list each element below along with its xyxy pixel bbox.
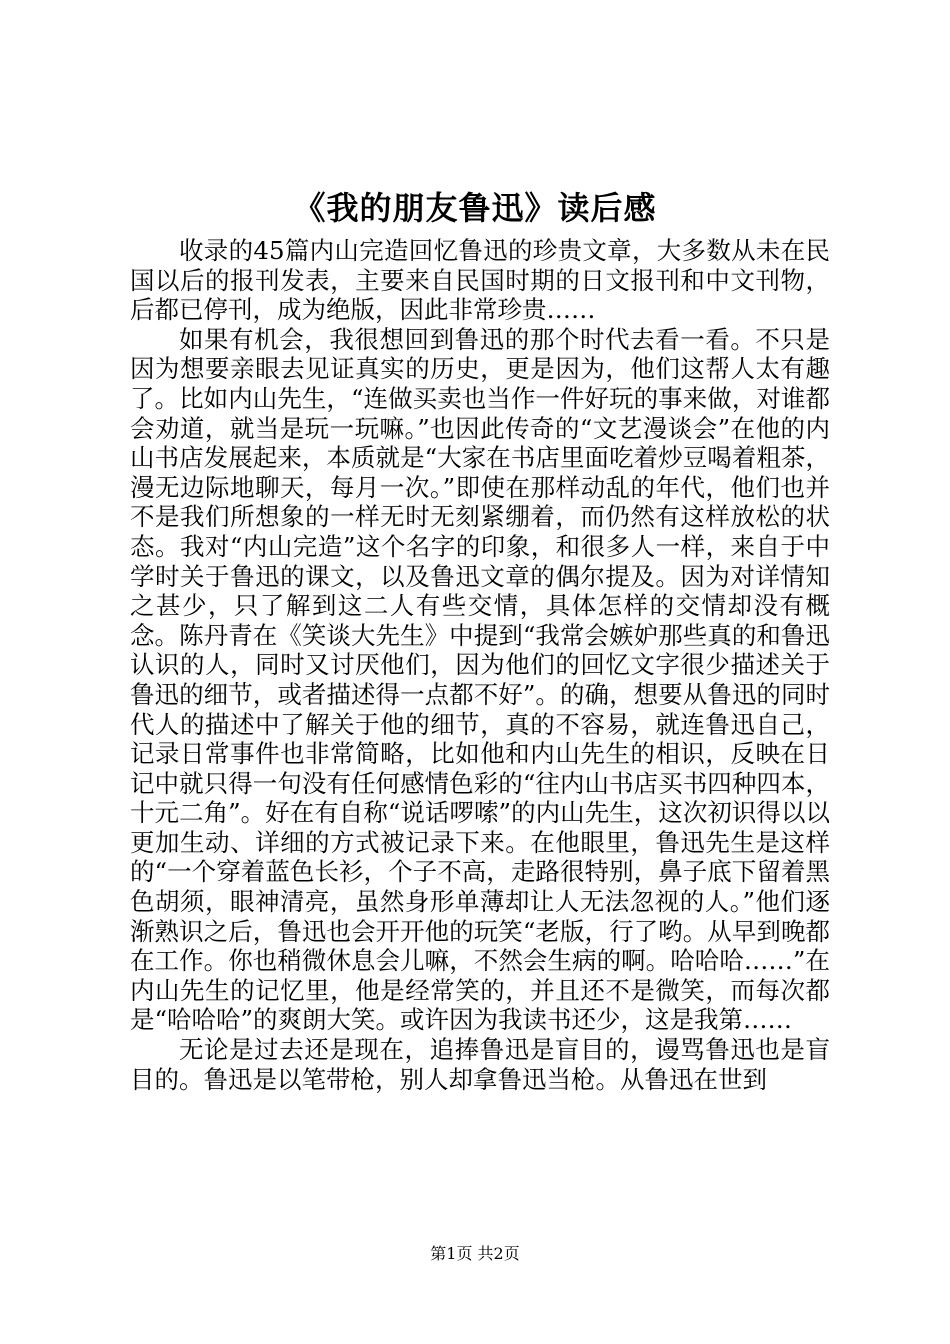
paragraph-3: 无论是过去还是现在，追捧鲁迅是盲目的，谩骂鲁迅也是盲目的。鲁迅是以笔带枪，别人却拿鲁迅当枪。从鲁迅在世到 [130,1035,830,1094]
page-footer: 第1页 共2页 [430,1244,520,1263]
paragraph-1: 收录的45篇内山完造回忆鲁迅的珍贵文章，大多数从未在民国以后的报刊发表，主要来自民国时期的日文报刊和中文刊物，后都已停刊，成为绝版，因此非常珍贵…… [130,236,830,325]
document-title: 《我的朋友鲁迅》读后感 [293,189,657,227]
document-body [130,236,830,1094]
paragraph-2: 如果有机会，我很想回到鲁迅的那个时代去看一看。不只是因为想要亲眼去见证真实的历史，更是因为，他们这帮人太有趣了。比如内山先生，“连做买卖也当作一件好玩的事来做，对谁都会劝道，就当是玩一玩嘛。”也因此传奇的“文艺漫谈会”在他的内山书店发展起来，本质就是“大家在书店里面吃着炒豆喝着粗茶，漫无边际地聊天，每月一次。”即使在那样动乱的年代，他们也并不是我们所想象的一样无时无刻紧绷着，而仍然有这样放松的状态。我对“内山完造”这个名字的印象，和很多人一样，来自于中学时关于鲁迅的课文，以及鲁迅文章的偶尔提及。因为对详情知之甚少，只了解到这二人有些交情，具体怎样的交情却没有概念。陈丹青在《笑谈大先生》中提到“我常会嫉妒那些真的和鲁迅认识的人，同时又讨厌他们，因为他们的回忆文字很少描述关于鲁迅的细节，或者描述得一点都不好”。的确，想要从鲁迅的同时代人的描述中了解关于他的细节，真的不容易，就连鲁迅自己，记录日常事件也非常简略，比如他和内山先生的相识，反映在日记中就只得一句没有任何感情色彩的“往内山书店买书四种四本，十元二角”。好在有自称“说话啰嗦”的内山先生，这次初识得以以更加生动、详细的方式被记录下来。在他眼里，鲁迅先生是这样的“一个穿着蓝色长衫，个子不高，走路很特别，鼻子底下留着黑色胡须，眼神清亮，虽然身形单薄却让人无法忽视的人。”他们逐渐熟识之后，鲁迅也会开开他的玩笑“老版，行了哟。从早到晚都在工作。你也稍微休息会儿嘛，不然会生病的啊。哈哈哈……”在内山先生的记忆里，他是经常笑的，并且还不是微笑，而每次都是“哈哈哈”的爽朗大笑。或许因为我读书还少，这是我第…… [130,324,830,1035]
